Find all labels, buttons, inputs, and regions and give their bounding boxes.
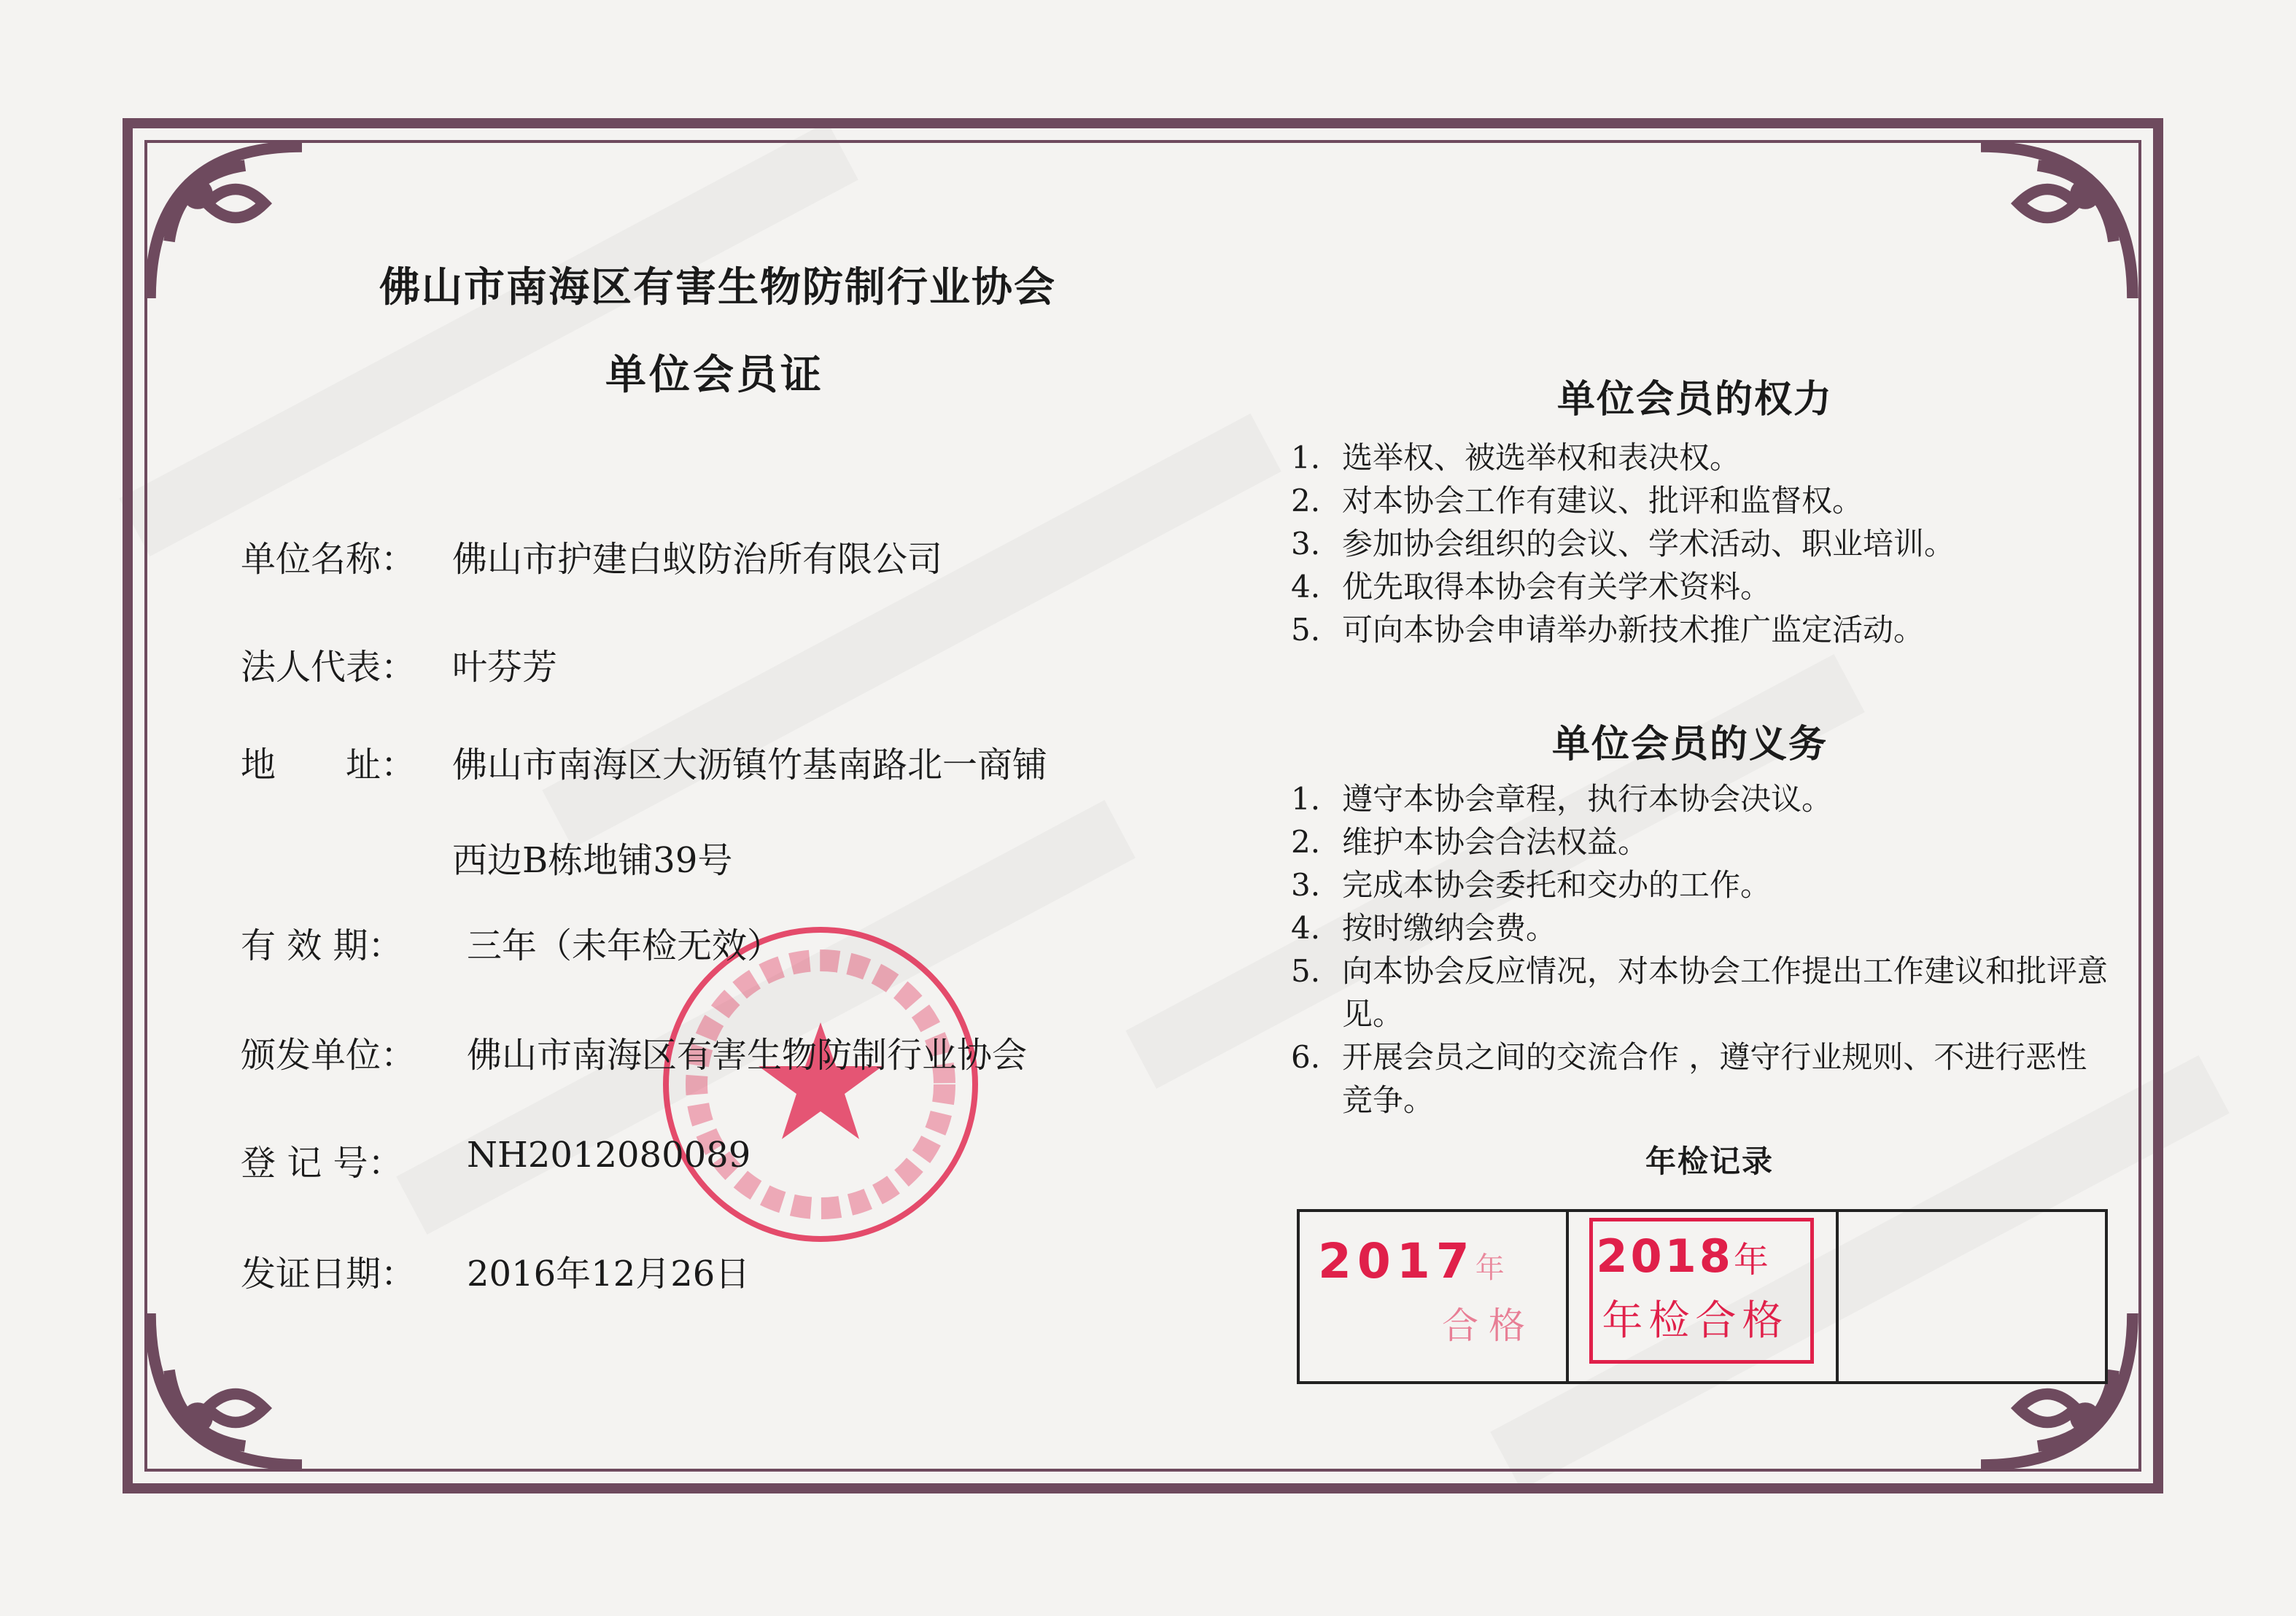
association-title: 佛山市南海区有害生物防制行业协会 (379, 264, 1056, 311)
duties-title: 单位会员的义务 (1552, 723, 1828, 766)
field-label: 颁发单位： (241, 1035, 416, 1076)
list-item: 6. 开展会员之间的交流合作 ，遵守行业规则、不进行恶性竞争。 (1291, 1039, 2087, 1118)
list-item: 3. 完成本协会委托和交办的工作。 (1291, 867, 1772, 903)
corner-ornament-icon (131, 1294, 321, 1484)
inspection-cell-2018 (1569, 1212, 1838, 1381)
field-issuer (241, 1027, 1027, 1077)
field-unit-name (241, 531, 942, 581)
rights-list (1291, 436, 2108, 651)
field-legal-rep (241, 639, 557, 689)
corner-ornament-icon (1962, 128, 2152, 317)
corner-ornament-icon (131, 128, 321, 317)
field-label: 法人代表： (241, 647, 416, 688)
list-item: 1. 遵守本协会章程，执行本协会决议。 (1291, 781, 1833, 817)
stamp-text: 合格 (1442, 1305, 1535, 1347)
official-seal (656, 920, 985, 1248)
field-label: 地 址： (241, 745, 416, 785)
field-registration-no (241, 1135, 751, 1185)
list-item: 2. 对本协会工作有建议、批评和监督权。 (1291, 483, 1863, 518)
field-value: 佛山市南海区大沥镇竹基南路北一商铺 (452, 745, 1048, 785)
stamp-text: 年检合格 (1602, 1297, 1789, 1345)
rights-title: 单位会员的权力 (1557, 378, 1834, 422)
list-item: 5. 可向本协会申请举办新技术推广监定活动。 (1291, 612, 1925, 648)
annual-inspection-title: 年检记录 (1645, 1143, 1775, 1179)
inspection-stamp: 2018年 年检合格 (1589, 1218, 1814, 1364)
certificate-title: 单位会员证 (605, 351, 824, 399)
field-validity (241, 917, 782, 968)
field-value: NH2012080089 (467, 1135, 751, 1176)
field-label: 登 记 号： (241, 1143, 403, 1184)
field-label: 发证日期： (241, 1254, 416, 1294)
stamp-year: 2017 (1318, 1233, 1475, 1289)
field-value: 佛山市南海区有害生物防制行业协会 (467, 1035, 1028, 1076)
field-label: 有 效 期： (241, 925, 403, 966)
field-issue-date (241, 1246, 750, 1296)
field-label: 单位名称： (241, 539, 416, 580)
stamp-year: 2018 (1596, 1230, 1734, 1283)
field-value: 2016年12月26日 (467, 1254, 751, 1294)
duties-list (1291, 777, 2108, 1122)
field-value: 叶芬芳 (452, 647, 558, 688)
annual-inspection-table (1297, 1209, 2108, 1384)
field-value-line2: 西边B栋地铺39号 (452, 840, 733, 881)
inspection-cell-2017: 2017年 合格 (1300, 1212, 1569, 1381)
field-value: 三年（未年检无效） (467, 925, 783, 966)
list-item: 4. 优先取得本协会有关学术资料。 (1291, 569, 1772, 605)
list-item: 3. 参加协会组织的会议、学术活动、职业培训。 (1291, 526, 1955, 562)
list-item: 4. 按时缴纳会费。 (1291, 910, 1557, 946)
field-address (241, 737, 1047, 882)
list-item: 1. 选举权、被选举权和表决权。 (1291, 440, 1741, 475)
inspection-cell-empty (1839, 1212, 2105, 1381)
field-value: 佛山市护建白蚁防治所有限公司 (452, 539, 943, 580)
list-item: 5. 向本协会反应情况，对本协会工作提出工作建议和批评意见。 (1291, 953, 2109, 1032)
list-item: 2. 维护本协会合法权益。 (1291, 824, 1649, 860)
